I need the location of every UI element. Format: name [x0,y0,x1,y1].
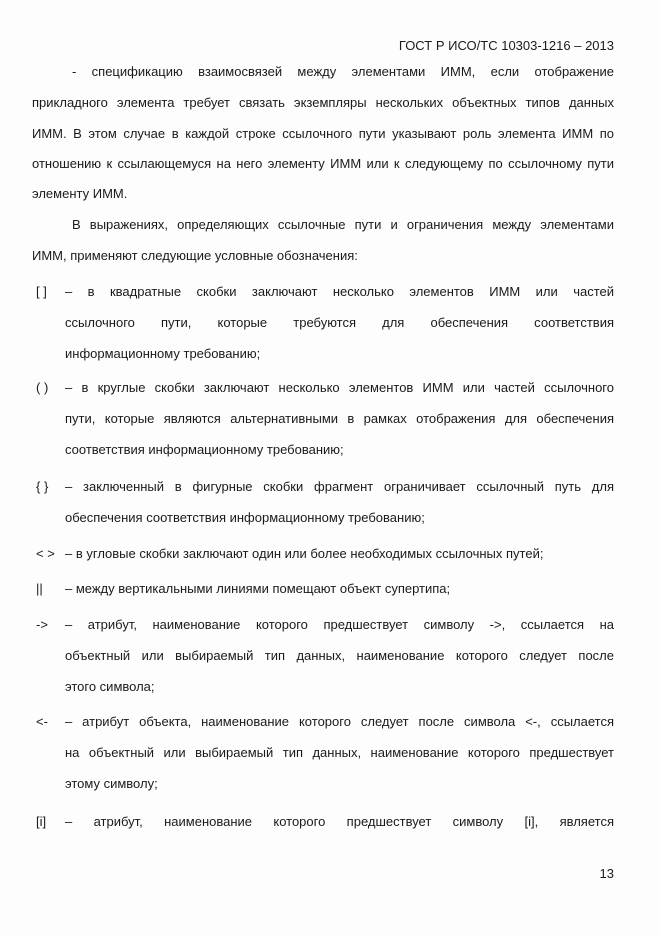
notation-line: – заключенный в фигурные скобки фрагмент ограничивает ссылочный путь для [65,479,614,494]
notation-line: – атрибут объекта, наименование которого следует после символа <-, ссылается [65,714,614,729]
intro-line-2: прикладного элемента требует связать экземпляры нескольких объектных типов данных [32,95,614,110]
notation-line: этого символа; [65,679,155,694]
intro-line-4: отношению к ссылающемуся на него элементу ИММ или к следующему по ссылочному пути [32,156,614,171]
notation-symbol-index: [i] [36,814,47,829]
notation-line: этому символу; [65,776,158,791]
notation-line: – в круглые скобки заключают несколько элементов ИММ или частей ссылочного [65,380,614,395]
notation-symbol-backward-arrow: <- [36,714,48,729]
notation-line: ссылочного пути, которые требуются для обеспечения соответствия [65,315,614,330]
notation-symbol-round-brackets: ( ) [36,380,49,395]
notation-line: на объектный или выбираемый тип данных, наименование которого предшествует [65,745,614,760]
intro-line-1: - спецификацию взаимосвязей между элементами ИММ, если отображение [72,64,614,79]
notation-line: соответствия информационному требованию; [65,442,344,457]
notation-symbol-vertical-lines: || [36,581,43,596]
notation-line: – атрибут, наименование которого предшествует символу ->, ссылается на [65,617,614,632]
intro-line-3: ИММ. В этом случае в каждой строке ссылочного пути указывают роль элемента ИММ по [32,126,614,141]
notation-line: – между вертикальными линиями помещают объект супертипа; [65,581,451,596]
notation-line: – в угловые скобки заключают один или более необходимых ссылочных путей; [65,546,544,561]
notation-symbol-curly-brackets: { } [36,479,49,494]
notation-line: обеспечения соответствия информационному требованию; [65,510,425,525]
document-code-header: ГОСТ Р ИСО/ТС 10303-1216 – 2013 [398,38,614,53]
notation-symbol-forward-arrow: -> [36,617,48,632]
notation-line: – атрибут, наименование которого предшествует символу [i], является [65,814,614,829]
notation-line: объектный или выбираемый тип данных, наименование которого следует после [65,648,614,663]
notation-symbol-angle-brackets: < > [36,546,55,561]
notation-symbol-square-brackets: [ ] [36,284,47,299]
para2-line-2: ИММ, применяют следующие условные обозначения: [32,248,358,263]
notation-line: информационному требованию; [65,346,261,361]
notation-line: пути, которые являются альтернативными в рамках отображения для обеспечения [65,411,614,426]
intro-line-5: элементу ИММ. [32,186,128,201]
para2-line-1: В выражениях, определяющих ссылочные пути и ограничения между элементами [72,217,614,232]
notation-line: – в квадратные скобки заключают несколько элементов ИММ или частей [65,284,614,299]
page-number: 13 [599,866,614,881]
